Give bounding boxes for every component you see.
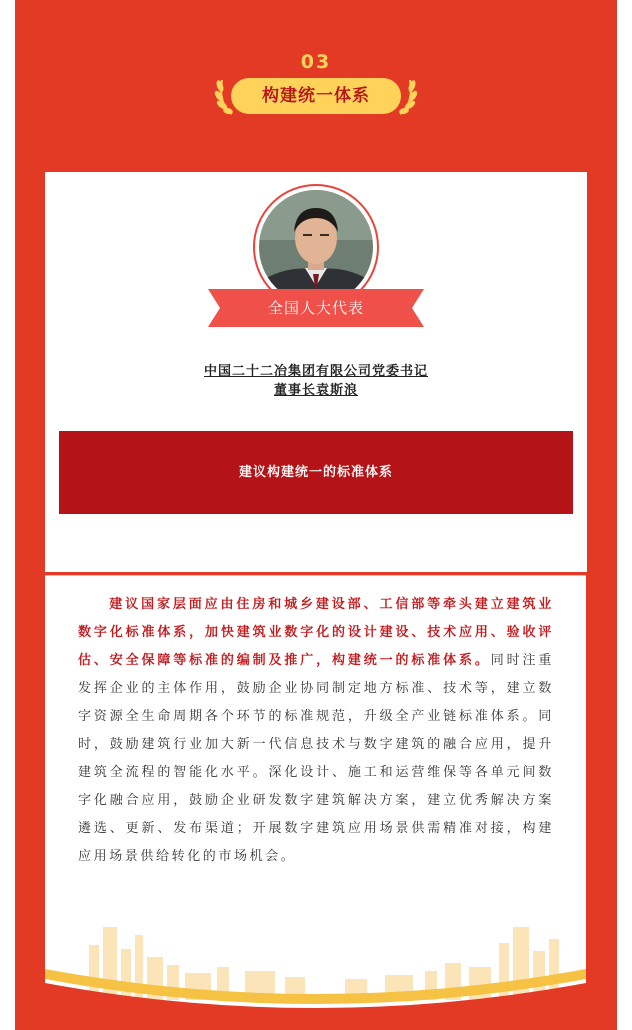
section-number: 03 (300, 51, 332, 73)
body-highlight: 建议国家层面应由住房和城乡建设部、工信部等牵头建立建筑业数字化标准体系，加快建筑业数字化的设计建设、技术应用、验收评估、安全保障等标准的编制及推广，构建统一的标准体系。 (78, 597, 554, 668)
profile-name: 董事长袁斯浪 (273, 383, 358, 398)
topic-banner: 建议构建统一的标准体系 (59, 431, 573, 514)
badge-label: 全国人大代表 (267, 299, 364, 317)
section-title: 构建统一体系 (231, 78, 401, 114)
body-rest: 同时注重发挥企业的主体作用，鼓励企业协同制定地方标准、技术等，建立数字资源全生命周期各个环节的标准规范，升级全产业链标准体系。同时，鼓励建筑行业加大新一代信息技术与数字建筑的融合应用，提升建筑全流程的智能化水平。深化设计、施工和运营维保等各单元间数字化融合应用，鼓励企业研发数字建筑解决方案，建立优秀解决方案遴选、更新、发布渠道；开展数字建筑应用场景供需精准对接，构建应用场景供给转化的市场机会。 (78, 653, 554, 864)
avatar (259, 190, 373, 304)
profile-organization: 中国二十二冶集团有限公司党委书记 (203, 364, 428, 379)
skyline-footer (45, 887, 586, 1030)
body-text (78, 591, 554, 871)
